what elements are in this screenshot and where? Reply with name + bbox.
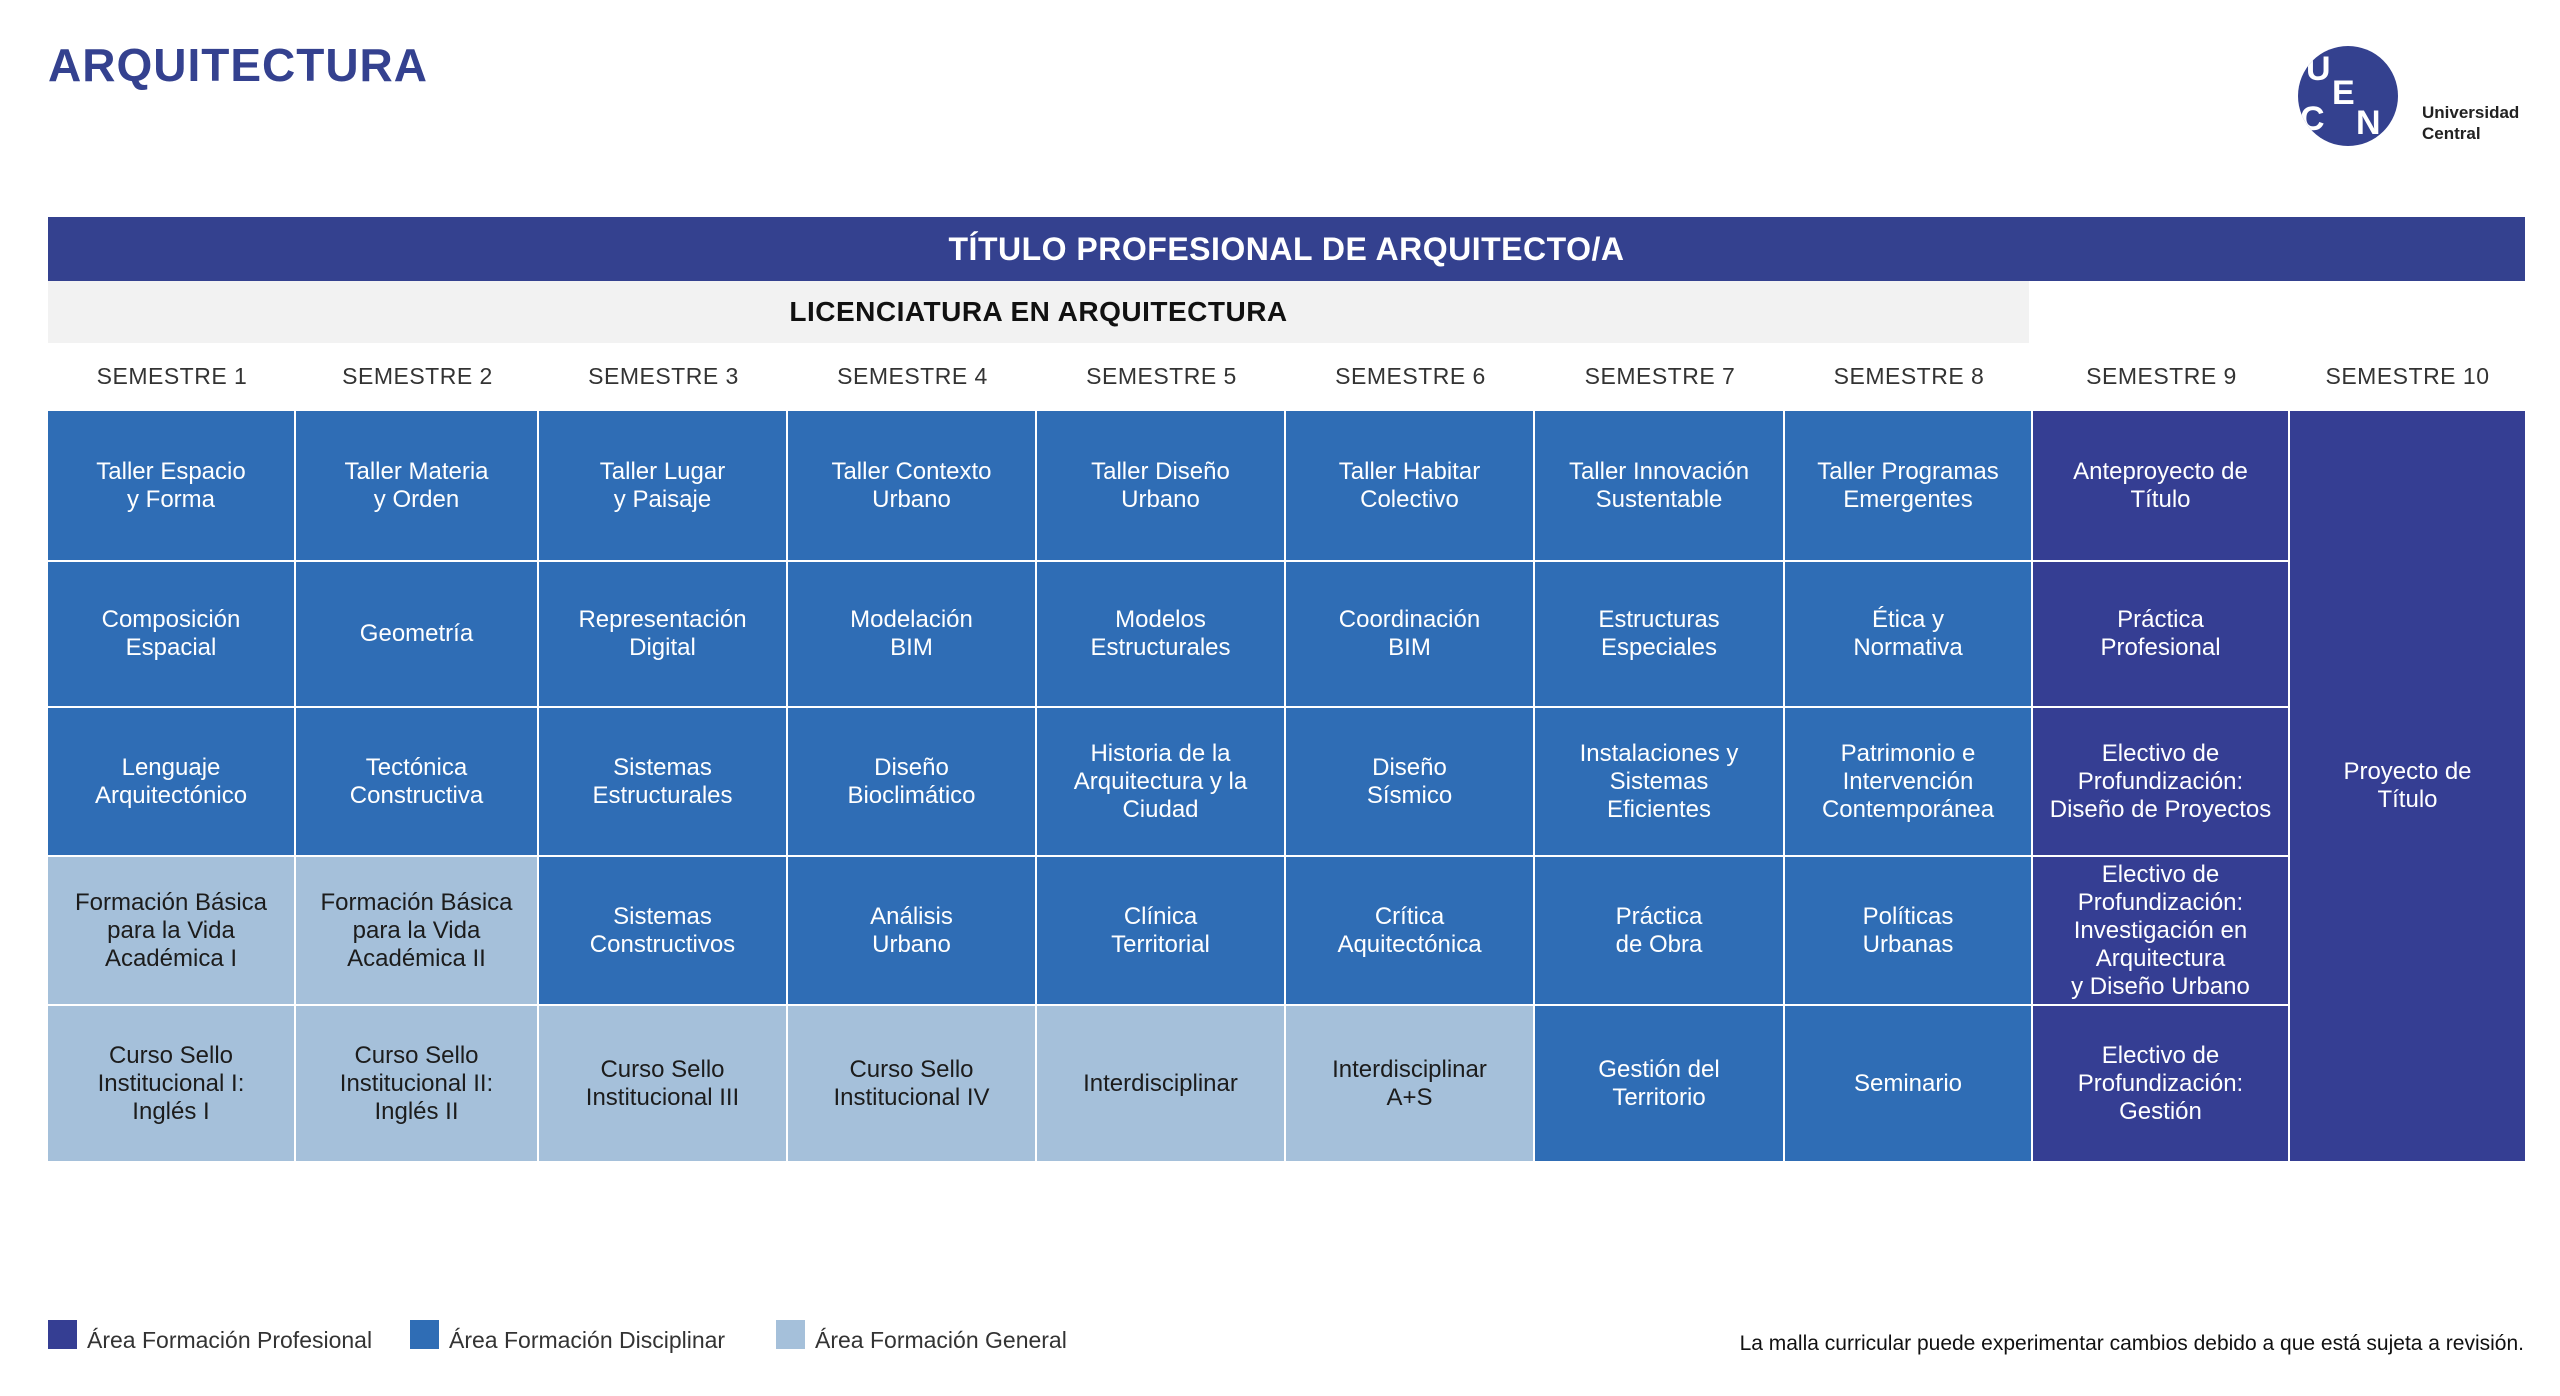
course-cell: Formación Básica para la Vida Académica II (296, 857, 539, 1006)
logo-letter-c: C (2300, 100, 2325, 138)
course-cell: Curso Sello Institucional III (539, 1006, 788, 1163)
course-cell: Taller Materia y Orden (296, 411, 539, 562)
course-cell: Crítica Aquitectónica (1286, 857, 1535, 1006)
legend-label-disciplinar: Área Formación Disciplinar (449, 1327, 726, 1353)
semester-header-1: SEMESTRE 1 (96, 362, 248, 389)
legend-profesional (48, 1326, 372, 1355)
course-cell: Práctica de Obra (1535, 857, 1785, 1006)
logo-mark (2298, 46, 2398, 146)
legend-swatch-disciplinar (410, 1320, 439, 1349)
course-cell: Seminario (1785, 1006, 2033, 1163)
course-cell: Sistemas Estructurales (539, 708, 788, 857)
page-title: ARQUITECTURA (48, 39, 428, 91)
semester-header-9: SEMESTRE 9 (2086, 362, 2237, 389)
course-cell: Estructuras Especiales (1535, 562, 1785, 708)
course-cell: Curso Sello Institucional II: Inglés II (296, 1006, 539, 1163)
course-cell: Lenguaje Arquitectónico (48, 708, 296, 857)
logo-text (2422, 102, 2519, 144)
university-logo (2298, 46, 2538, 146)
course-cell: Análisis Urbano (788, 857, 1037, 1006)
course-cell: Modelos Estructurales (1037, 562, 1286, 708)
professional-title-banner: TÍTULO PROFESIONAL DE ARQUITECTO/A (48, 217, 2525, 281)
logo-letter-u: U (2306, 50, 2331, 88)
logo-letter-e: E (2332, 74, 2355, 112)
course-cell: Anteproyecto de Título (2033, 411, 2290, 562)
course-cell: Taller Innovación Sustentable (1535, 411, 1785, 562)
logo-text-line1: Universidad (2422, 103, 2520, 122)
course-cell: Electivo de Profundización: Investigación en Arquitectura y Diseño Urbano (2033, 857, 2290, 1006)
legend-label-general: Área Formación General (815, 1327, 1067, 1353)
legend-general (776, 1326, 1067, 1355)
course-cell: Gestión del Territorio (1535, 1006, 1785, 1163)
course-cell: Curso Sello Institucional IV (788, 1006, 1037, 1163)
course-cell: Taller Espacio y Forma (48, 411, 296, 562)
course-cell: Instalaciones y Sistemas Eficientes (1535, 708, 1785, 857)
course-cell: Composición Espacial (48, 562, 296, 708)
course-cell: Modelación BIM (788, 562, 1037, 708)
semester-header-5: SEMESTRE 5 (1086, 362, 1237, 389)
legend-disciplinar (410, 1326, 725, 1355)
logo-letter-n: N (2356, 104, 2381, 142)
course-cell: Taller Habitar Colectivo (1286, 411, 1535, 562)
course-cell: Formación Básica para la Vida Académica I (48, 857, 296, 1006)
course-cell: Diseño Bioclimático (788, 708, 1037, 857)
course-cell: Taller Programas Emergentes (1785, 411, 2033, 562)
course-cell: Patrimonio e Intervención Contemporánea (1785, 708, 2033, 857)
course-cell: Tectónica Constructiva (296, 708, 539, 857)
legend-swatch-profesional (48, 1320, 77, 1349)
licenciatura-banner: LICENCIATURA EN ARQUITECTURA (48, 281, 2029, 343)
semester-header-10: SEMESTRE 10 (2325, 362, 2490, 389)
course-cell: Práctica Profesional (2033, 562, 2290, 708)
course-cell: Sistemas Constructivos (539, 857, 788, 1006)
course-cell: Curso Sello Institucional I: Inglés I (48, 1006, 296, 1163)
legend-swatch-general (776, 1320, 805, 1349)
course-cell: Coordinación BIM (1286, 562, 1535, 708)
course-cell: Proyecto de Título (2290, 411, 2525, 1163)
semester-header-3: SEMESTRE 3 (588, 362, 739, 389)
course-cell: Electivo de Profundización: Gestión (2033, 1006, 2290, 1163)
course-cell: Políticas Urbanas (1785, 857, 2033, 1006)
semester-header-4: SEMESTRE 4 (837, 362, 988, 389)
course-cell: Interdisciplinar A+S (1286, 1006, 1535, 1163)
course-cell: Diseño Sísmico (1286, 708, 1535, 857)
semester-header-2: SEMESTRE 2 (342, 362, 493, 389)
semester-header-8: SEMESTRE 8 (1833, 362, 1985, 389)
course-cell: Geometría (296, 562, 539, 708)
semester-header-6: SEMESTRE 6 (1335, 362, 1486, 389)
course-cell: Historia de la Arquitectura y la Ciudad (1037, 708, 1286, 857)
course-cell: Taller Lugar y Paisaje (539, 411, 788, 562)
course-cell: Taller Contexto Urbano (788, 411, 1037, 562)
revision-note: La malla curricular puede experimentar cambios debido a que está sujeta a revisión. (1739, 1332, 2524, 1355)
course-cell: Taller Diseño Urbano (1037, 411, 1286, 562)
course-cell: Clínica Territorial (1037, 857, 1286, 1006)
course-cell: Ética y Normativa (1785, 562, 2033, 708)
semester-header-7: SEMESTRE 7 (1584, 362, 1736, 389)
logo-text-line2: Central (2422, 124, 2481, 143)
legend-label-profesional: Área Formación Profesional (87, 1327, 373, 1353)
course-cell: Electivo de Profundización: Diseño de Proyectos (2033, 708, 2290, 857)
course-cell: Representación Digital (539, 562, 788, 708)
course-cell: Interdisciplinar (1037, 1006, 1286, 1163)
